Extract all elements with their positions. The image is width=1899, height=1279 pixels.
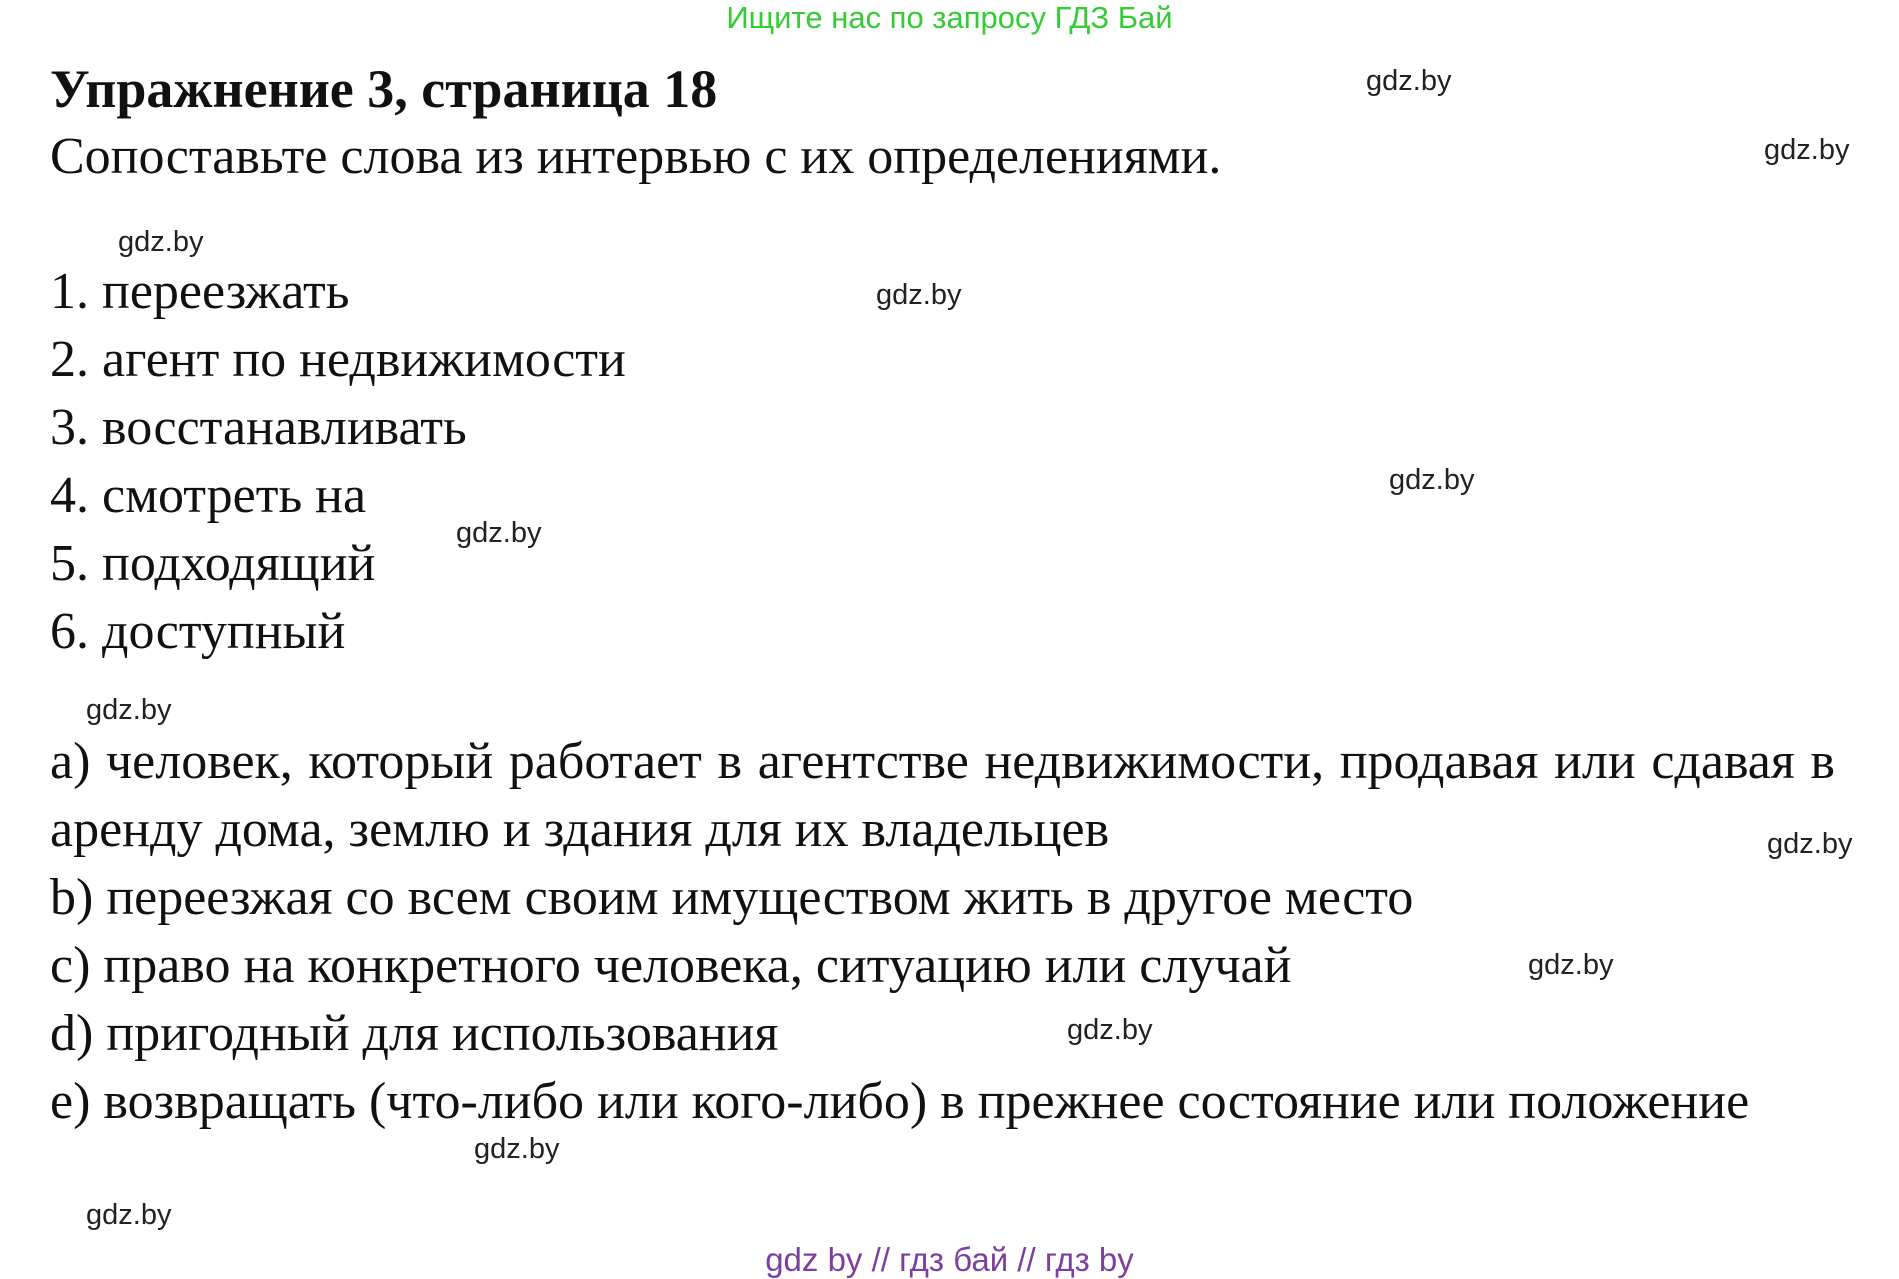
watermark: gdz.by [86, 694, 172, 726]
watermark: gdz.by [1067, 1014, 1153, 1046]
definition-item: d) пригодный для использования [50, 1005, 779, 1062]
watermark: gdz.by [1389, 464, 1475, 496]
page-title: Упражнение 3, страница 18 [50, 59, 718, 119]
definition-item: b) переезжая со всем своим имуществом жить в другое место [50, 869, 1414, 926]
watermark: gdz.by [474, 1133, 560, 1165]
watermark: gdz.by [118, 226, 204, 258]
top-banner: Ищите нас по запросу ГДЗ Бай [726, 0, 1173, 35]
definition-item: e) возвращать (что-либо или кого-либо) в прежнее состояние или положение [50, 1073, 1750, 1130]
word-item: 2. агент по недвижимости [50, 331, 626, 388]
watermark: gdz.by [1767, 828, 1853, 860]
definition-list [50, 728, 1835, 1136]
word-list [50, 258, 626, 666]
watermark: gdz.by [876, 279, 962, 311]
footer-watermark: gdz by // гдз бай // гдз by [765, 1241, 1134, 1278]
word-item: 4. смотреть на [50, 467, 367, 524]
definition-item: a) человек, который работает в агентстве недвижимости, продавая или сдавая в аренду дома, землю и здания для их владельцев [50, 733, 1835, 858]
word-item: 5. подходящий [50, 535, 376, 592]
word-item: 1. переезжать [50, 263, 350, 320]
instruction-text: Сопоставьте слова из интервью с их определениями. [50, 128, 1222, 185]
word-item: 3. восстанавливать [50, 399, 467, 456]
watermark: gdz.by [1366, 65, 1452, 97]
watermark: gdz.by [1764, 134, 1850, 166]
word-item: 6. доступный [50, 603, 346, 660]
watermark: gdz.by [86, 1199, 172, 1231]
watermark: gdz.by [456, 517, 542, 549]
definition-item: c) право на конкретного человека, ситуацию или случай [50, 937, 1292, 994]
watermark: gdz.by [1528, 949, 1614, 981]
